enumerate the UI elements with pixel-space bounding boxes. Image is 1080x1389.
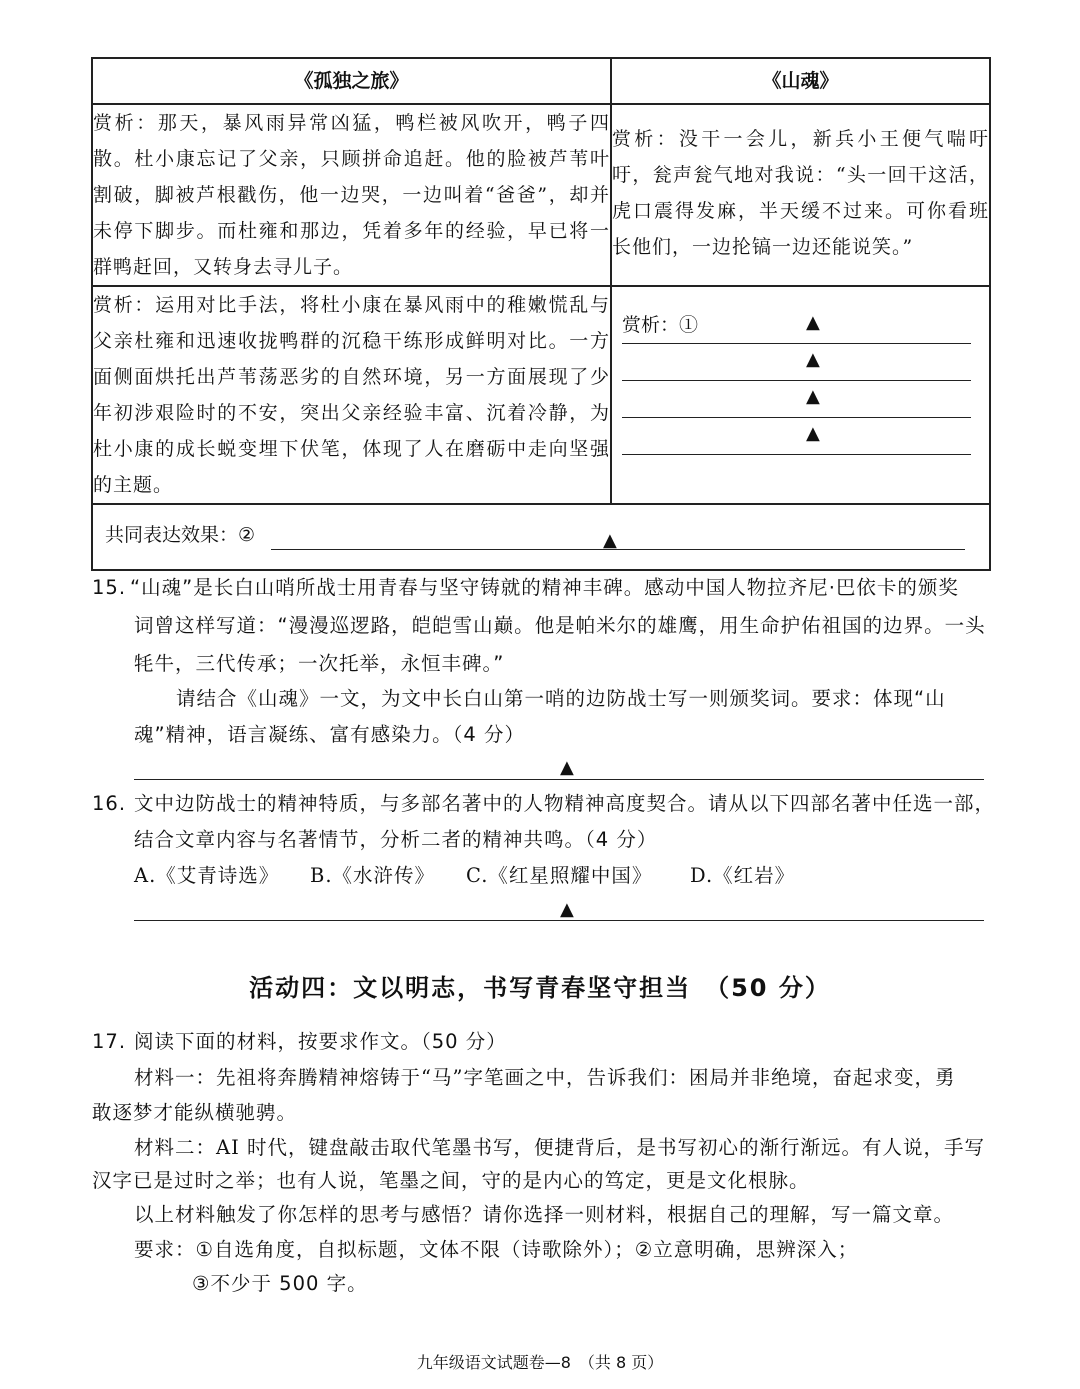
q16-line2: 结合文章内容与名著情节，分析二者的精神共鸣。（4 分） bbox=[134, 828, 658, 851]
answer-line bbox=[271, 549, 965, 550]
q15-line2: 词曾这样写道：“漫漫巡逻路，皑皑雪山巅。他是帕米尔的雄鹰，用生命护佑祖国的边界。一头 bbox=[134, 614, 986, 637]
answer-mark: ▲ bbox=[806, 312, 820, 333]
q16-number: 16. bbox=[92, 792, 127, 815]
q15-line1: “山魂”是长白山哨所战士用青春与坚守铸就的精神丰碑。感动中国人物拉齐尼·巴依卡的颁奖 bbox=[130, 576, 959, 599]
excerpt-gudu: 赏析：那天，暴风雨异常凶猛，鸭栏被风吹开，鸭子四散。杜小康忘记了父亲，只顾拼命追赶。他的脸被芦苇叶割破，脚被芦根戳伤，他一边哭，一边叫着“爸爸”，却并未停下脚步。而杜雍和那边，凭着多年的经验，早已将一群鸭赶回，又转身去寻儿子。 bbox=[92, 104, 611, 286]
page-footer: 九年级语文试题卷—8 （共 8 页） bbox=[416, 1353, 664, 1372]
q17-requirements-1: 要求：①自选角度，自拟标题，文体不限（诗歌除外）；②立意明确，思辨深入； bbox=[134, 1238, 859, 1261]
common-effect-row[interactable] bbox=[92, 504, 990, 570]
q15-line3: 牦牛，三代传承；一次托举，永恒丰碑。” bbox=[134, 652, 505, 675]
q16-option-a: A.《艾青诗选》 bbox=[134, 864, 280, 887]
col-header-shanhun: 《山魂》 bbox=[611, 58, 990, 104]
q17-instruction: 阅读下面的材料，按要求作文。（50 分） bbox=[134, 1030, 507, 1053]
answer-mark: ▲ bbox=[806, 423, 820, 444]
q17-material2-line1: 材料二：AI 时代，键盘敲击取代笔墨书写，便捷背后，是书写初心的渐行渐远。有人说，手写 bbox=[134, 1136, 985, 1159]
q17-material1-line1: 材料一：先祖将奔腾精神熔铸于“马”字笔画之中，告诉我们：困局并非绝境，奋起求变，勇 bbox=[134, 1066, 956, 1089]
q16-option-b: B.《水浒传》 bbox=[310, 864, 436, 887]
q16-line1: 文中边防战士的精神特质，与多部名著中的人物精神高度契合。请从以下四部名著中任选一部， bbox=[134, 792, 996, 815]
excerpt-shanhun: 赏析：没干一会儿，新兵小王便气喘吁吁，瓮声瓮气地对我说：“头一回干这活，虎口震得发麻，半天缓不过来。可你看班长他们，一边抡镐一边还能说笑。” bbox=[611, 104, 990, 286]
analysis-shanhun-answer[interactable] bbox=[611, 286, 990, 504]
q15-line4: 请结合《山魂》一文，为文中长白山第一哨的边防战士写一则颁奖词。要求：体现“山 bbox=[176, 687, 946, 710]
q17-prompt: 以上材料触发了你怎样的思考与感悟？请你选择一则材料，根据自己的理解，写一篇文章。 bbox=[134, 1203, 955, 1226]
comparison-table bbox=[91, 57, 991, 571]
q17-requirements-2: ③不少于 500 字。 bbox=[192, 1272, 368, 1295]
q15-answer-mark: ▲ bbox=[560, 757, 574, 778]
q16-answer-line[interactable] bbox=[134, 920, 984, 921]
section-4-title: 活动四：文以明志，书写青春坚守担当 （50 分） bbox=[249, 974, 831, 1002]
answer-mark: ▲ bbox=[603, 530, 617, 551]
q15-line5: 魂”精神，语言凝练、富有感染力。（4 分） bbox=[134, 723, 525, 746]
q16-option-c: C.《红星照耀中国》 bbox=[466, 864, 653, 887]
analysis-gudu: 赏析：运用对比手法，将杜小康在暴风雨中的稚嫩慌乱与父亲杜雍和迅速收拢鸭群的沉稳干练形成鲜明对比。一方面侧面烘托出芦苇荡恶劣的自然环境，另一方面展现了少年初涉艰险时的不安，突出父亲经验丰富、沉着冷静，为杜小康的成长蜕变埋下伏笔，体现了人在磨砺中走向坚强的主题。 bbox=[92, 286, 611, 504]
q17-material2-line2: 汉字已是过时之举；也有人说，笔墨之间，守的是内心的笃定，更是文化根脉。 bbox=[92, 1169, 810, 1192]
q16-option-d: D.《红岩》 bbox=[690, 864, 796, 887]
q15-answer-line[interactable] bbox=[134, 779, 984, 780]
q16-answer-mark: ▲ bbox=[560, 899, 574, 920]
col-header-gudu: 《孤独之旅》 bbox=[92, 58, 611, 104]
analysis-label: 赏析：① bbox=[622, 314, 699, 336]
q17-number: 17. bbox=[92, 1030, 127, 1053]
q15-number: 15. bbox=[92, 576, 127, 599]
answer-mark: ▲ bbox=[806, 386, 820, 407]
common-effect-label: 共同表达效果：② bbox=[105, 524, 256, 546]
q17-material1-line2: 敢逐梦才能纵横驰骋。 bbox=[92, 1101, 298, 1124]
answer-mark: ▲ bbox=[806, 349, 820, 370]
